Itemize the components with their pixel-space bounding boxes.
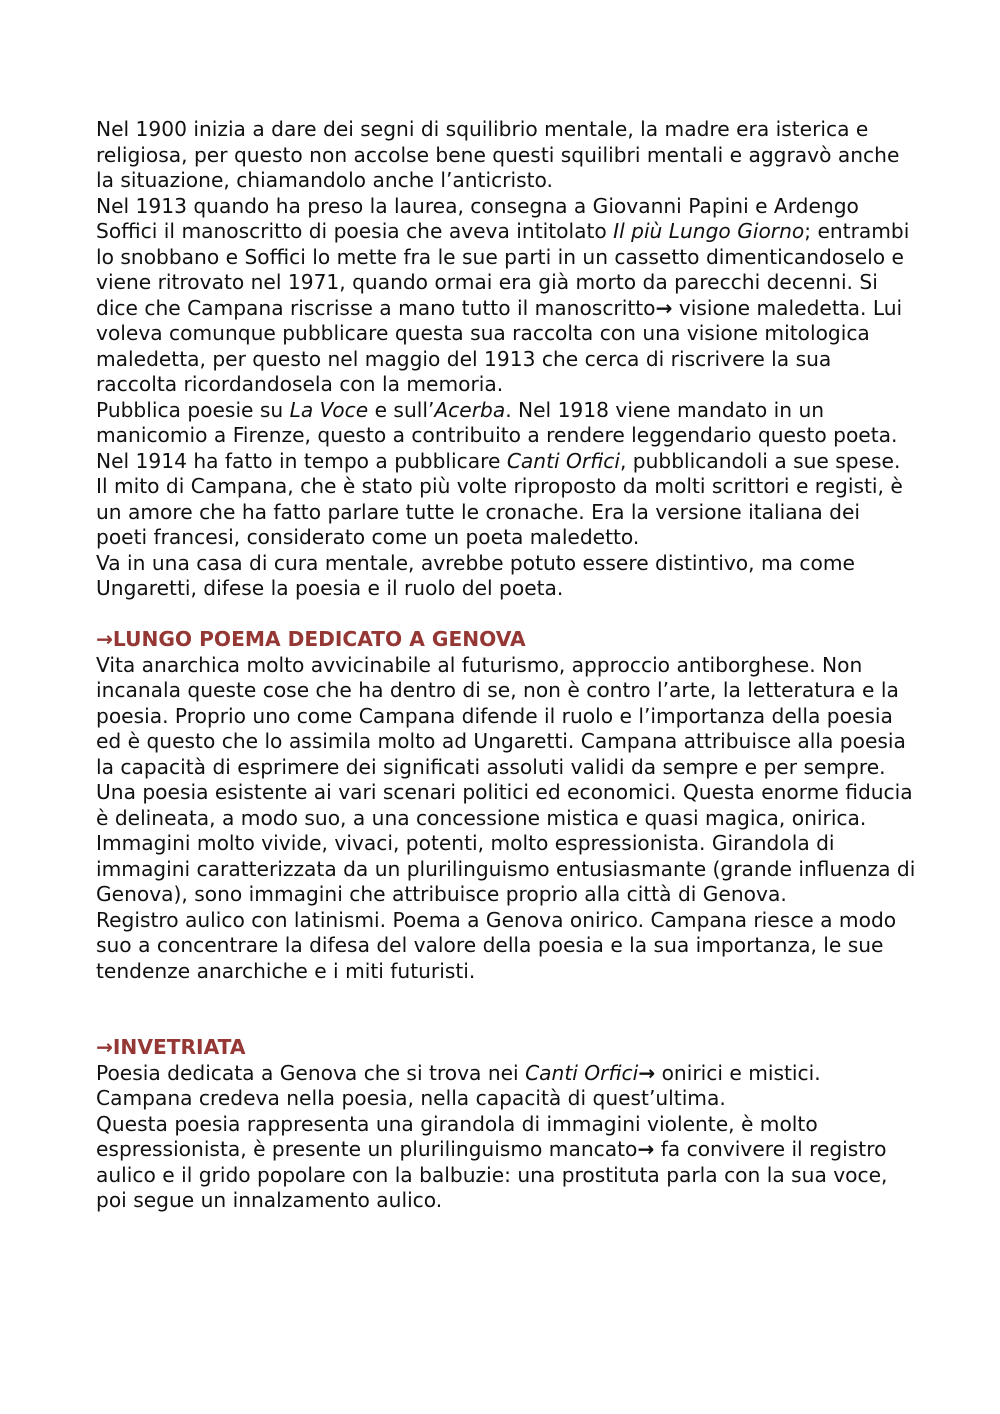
paragraph-text: , pubblicandoli a sue spese. bbox=[619, 448, 901, 473]
spacer bbox=[96, 984, 916, 1035]
paragraph-text: Nel 1913 quando ha preso la laurea, consegna a Giovanni Papini e Ardengo Soffici il manoscritto di poesia che aveva intitolato bbox=[96, 193, 859, 243]
paragraph-text: Registro aulico con latinismi. Poema a Genova onirico. Campana riesce a modo suo a concentrare la difesa del valore della poesia e la sua importanza, le sue tendenze anarchiche e i miti futuristi. bbox=[96, 907, 897, 983]
paragraph-text: e sull’ bbox=[368, 397, 435, 422]
book-title-canti-orfici: Canti Orfici bbox=[525, 1060, 639, 1085]
paragraph-text: Immagini molto vivide, vivaci, potenti, molto espressionista. Girandola di immagini caratterizzata da un plurilinguismo entusiasmante (grande influenza di Genova), sono immagini che attribuisce proprio alla città di Genova. bbox=[96, 831, 916, 906]
spacer bbox=[96, 602, 916, 628]
paragraph-dedicated-genova bbox=[96, 1061, 916, 1087]
paragraph-anarchic-life bbox=[96, 653, 916, 832]
book-title-canti-orfici: Canti Orfici bbox=[506, 448, 620, 473]
heading-text: INVETRIATA bbox=[112, 1035, 246, 1059]
paragraph-text: Il mito di Campana, che è stato più volte riproposto da molti scrittori e registi, è un amore che ha fatto parlare tutte le cronache. Era la versione italiana dei poeti francesi, considerato come un poeta maledetto. bbox=[96, 474, 903, 549]
section-heading-invetriata bbox=[96, 1035, 916, 1061]
paragraph-text: ; entrambi lo snobbano e Soffici lo mette fra le sue parti in un cassetto dimenticandoselo e viene ritrovato nel 1971, quando ormai era già morto da parecchi decenni. Si dice che Campana riscrisse a mano tutto il manoscritto bbox=[96, 219, 910, 320]
manuscript-title: Il più Lungo Giorno bbox=[613, 219, 805, 243]
arrow-icon: → bbox=[638, 1060, 656, 1085]
arrow-icon: → bbox=[96, 627, 113, 651]
paragraph-text: Poesia dedicata a Genova che si trova nei bbox=[96, 1060, 526, 1085]
arrow-icon: → bbox=[96, 1035, 113, 1059]
paragraph-text: . Nel 1918 viene mandato in un manicomio a Firenze, questo a contribuito a rendere leggendario questo poeta. Nel 1914 ha fatto in tempo a pubblicare bbox=[96, 397, 898, 473]
journal-title-la-voce: La Voce bbox=[289, 397, 369, 422]
paragraph-text: visione maledetta. Lui voleva comunque pubblicare questa sua raccolta con una visione mitologica maledetta, per questo nel maggio del 1913 che cerca di riscrivere la sua raccolta ricordandosela con la memoria. bbox=[96, 295, 903, 396]
paragraph-girandola bbox=[96, 1112, 916, 1214]
section-heading-genova bbox=[96, 627, 916, 653]
paragraph-mental-illness bbox=[96, 117, 916, 194]
paragraph-text: onirici e mistici. bbox=[655, 1060, 821, 1085]
paragraph-text: Campana credeva nella poesia, nella capacità di quest’ultima. bbox=[96, 1086, 726, 1110]
paragraph-text: Va in una casa di cura mentale, avrebbe potuto essere distintivo, ma come Ungaretti, difese la poesia e il ruolo del poeta. bbox=[96, 550, 855, 600]
paragraph-text: Questa poesia rappresenta una girandola di immagini violente, è molto espressionista, è presente un plurilinguismo mancato bbox=[96, 1111, 818, 1161]
paragraph-belief bbox=[96, 1086, 916, 1112]
paragraph-publications bbox=[96, 398, 916, 475]
paragraph-text: fa convivere il registro aulico e il grido popolare con la balbuzie: una prostituta parla con la sua voce, poi segue un innalzamento aulico. bbox=[96, 1137, 888, 1212]
paragraph-myth bbox=[96, 474, 916, 551]
document-page bbox=[96, 117, 916, 1214]
paragraph-text: Nel 1900 inizia a dare dei segni di squilibrio mentale, la madre era isterica e religiosa, per questo non accolse bene questi squilibri mentali e aggravò anche la situazione, chiamandolo anche l’anticristo. bbox=[96, 117, 900, 192]
paragraph-text: Pubblica poesie su bbox=[96, 397, 290, 422]
arrow-icon: → bbox=[637, 1137, 655, 1161]
paragraph-manuscript bbox=[96, 194, 916, 398]
paragraph-care-home bbox=[96, 551, 916, 602]
heading-text: LUNGO POEMA DEDICATO A GENOVA bbox=[112, 627, 526, 651]
arrow-icon: → bbox=[655, 295, 673, 320]
paragraph-register bbox=[96, 908, 916, 985]
journal-title-acerba: Acerba bbox=[434, 397, 506, 422]
paragraph-images bbox=[96, 831, 916, 908]
paragraph-text: Vita anarchica molto avvicinabile al futurismo, approccio antiborghese. Non incanala queste cose che ha dentro di se, non è contro l’arte, la letteratura e la poesia. Proprio uno come Campana difende il ruolo e l’importanza della poesia ed è questo che lo assimila molto ad Ungaretti. Campana attribuisce alla poesia la capacità di esprimere dei significati assoluti validi da sempre e per sempre. Una poesia esistente ai vari scenari politici ed economici. Questa enorme fiducia è delineata, a modo suo, a una concessione mistica e quasi magica, onirica. bbox=[96, 652, 913, 830]
